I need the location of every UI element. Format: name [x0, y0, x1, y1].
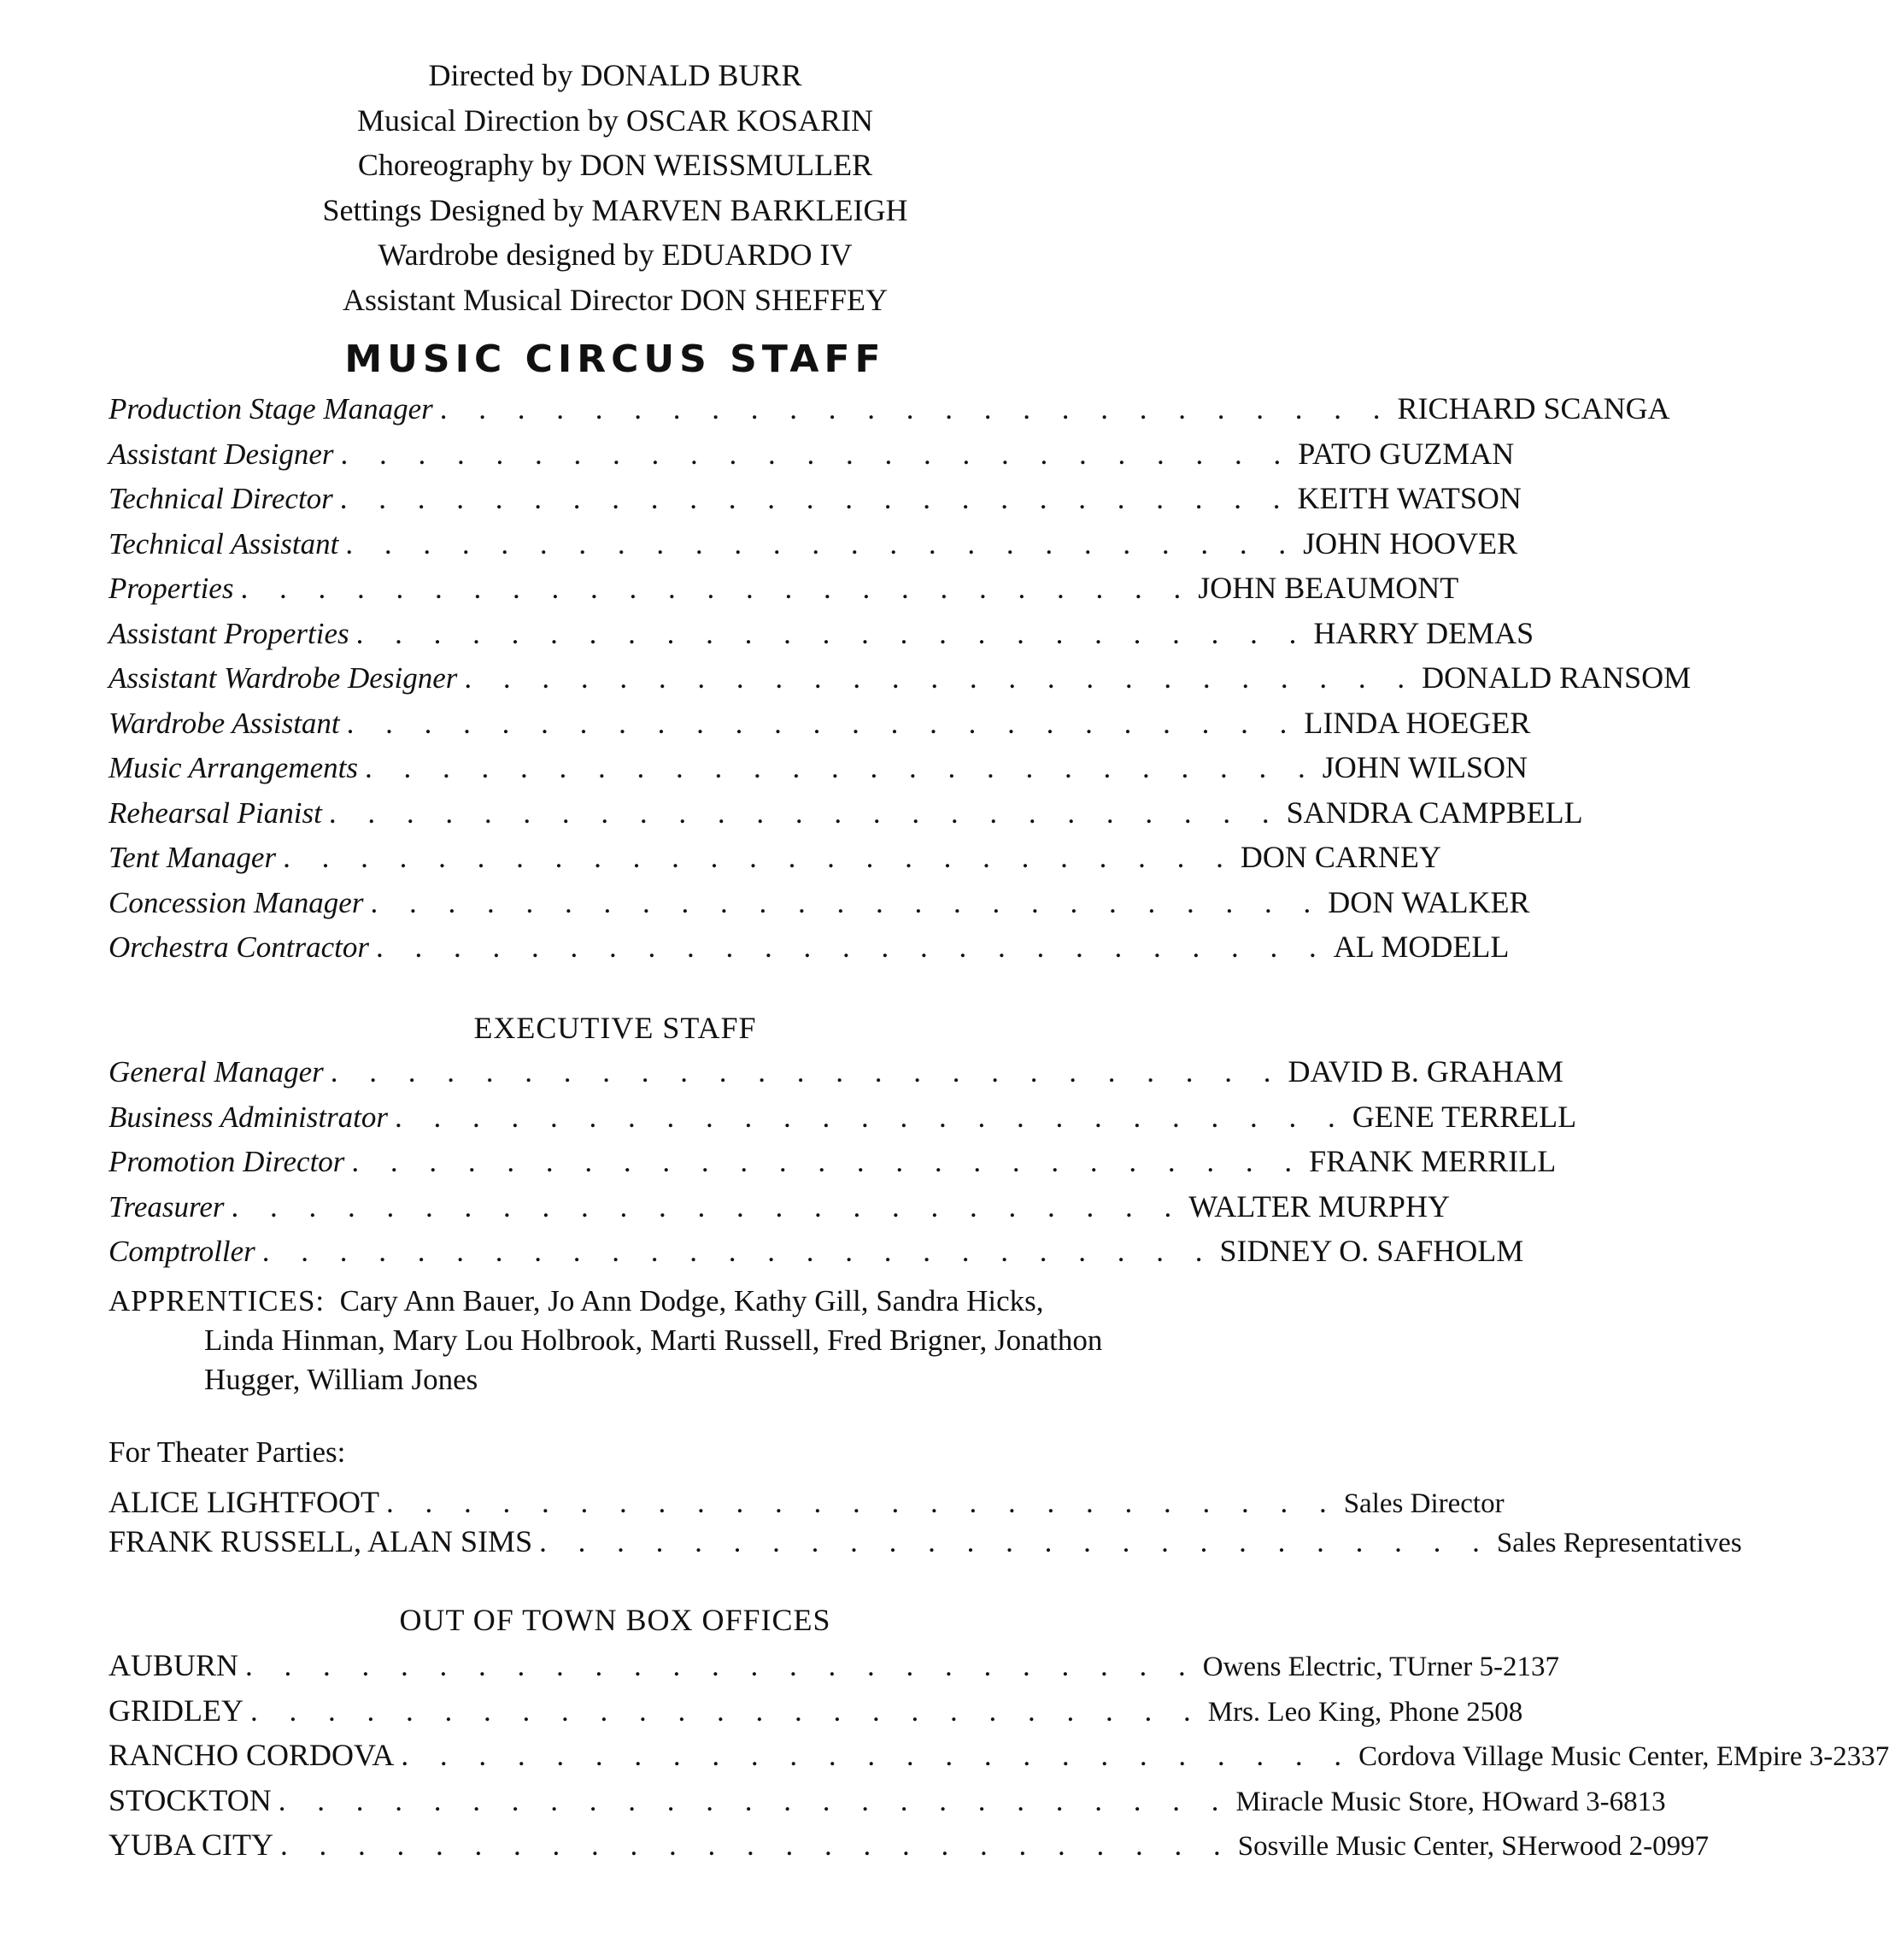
sales-row — [109, 1484, 1505, 1523]
staff-row — [109, 795, 1583, 840]
credit-line: Directed by DONALD BURR — [428, 58, 802, 92]
box-office-city: YUBA CITY — [109, 1828, 274, 1862]
staff-name: DAVID B. GRAHAM — [1288, 1054, 1563, 1089]
dot-leader: . . . . . . . . . . . . . . . . . . . . . . . . . — [439, 392, 1393, 425]
staff-row — [109, 615, 1534, 660]
staff-role: Treasurer — [109, 1189, 225, 1224]
staff-row — [109, 570, 1459, 615]
sales-row — [109, 1523, 1742, 1563]
staff-role: Assistant Wardrobe Designer — [109, 661, 458, 695]
box-office-city: GRIDLEY — [109, 1693, 243, 1728]
staff-row — [109, 1099, 1577, 1144]
dot-leader: . . . . . . . . . . . . . . . . . . . . . . . . . — [355, 616, 1309, 650]
sales-title: Sales Representatives — [1496, 1528, 1742, 1558]
dot-leader: . . . . . . . . . . . . . . . . . . . . . . . . . — [370, 885, 1323, 919]
staff-row — [109, 1233, 1524, 1278]
staff-role: Promotion Director — [109, 1145, 345, 1178]
box-office-info: Owens Electric, TUrner 5-2137 — [1202, 1652, 1560, 1682]
staff-name: FRANK MERRILL — [1309, 1144, 1557, 1178]
dot-leader: . . . . . . . . . . . . . . . . . . . . . . . . . — [340, 437, 1294, 471]
executive-staff-heading: EXECUTIVE STAFF — [473, 1011, 757, 1045]
staff-role: General Manager — [109, 1055, 324, 1089]
staff-role: Rehearsal Pianist — [109, 795, 322, 830]
staff-name: JOHN WILSON — [1322, 750, 1528, 784]
dot-leader: . . . . . . . . . . . . . . . . . . . . . . . . . — [245, 1649, 1198, 1682]
dot-leader: . . . . . . . . . . . . . . . . . . . . . . . . . — [249, 1693, 1203, 1728]
apprentices-names: Linda Hinman, Mary Lou Holbrook, Marti Russell, Fred Brigner, Jonathon — [204, 1323, 1103, 1357]
box-office-city: RANCHO CORDOVA — [109, 1738, 395, 1772]
credit-line: Musical Direction by OSCAR KOSARIN — [357, 103, 873, 138]
dot-leader: . . . . . . . . . . . . . . . . . . . . . . . . . — [375, 930, 1329, 964]
staff-role: Comptroller — [109, 1235, 255, 1268]
dot-leader: . . . . . . . . . . . . . . . . . . . . . . . . . — [339, 482, 1293, 515]
staff-role: Production Stage Manager — [109, 392, 433, 425]
box-office-info: Sosville Music Center, SHerwood 2-0997 — [1237, 1831, 1710, 1862]
staff-name: GENE TERRELL — [1352, 1099, 1577, 1134]
staff-name: AL MODELL — [1333, 930, 1510, 964]
staff-role: Music Arrangements — [109, 751, 358, 784]
staff-role: Assistant Properties — [109, 616, 349, 650]
staff-name: WALTER MURPHY — [1188, 1188, 1450, 1224]
credit-line: Wardrobe designed by EDUARDO IV — [378, 238, 853, 272]
sales-title: Sales Director — [1343, 1488, 1505, 1519]
box-office-info: Mrs. Leo King, Phone 2508 — [1207, 1696, 1523, 1728]
staff-name: DON WALKER — [1328, 884, 1530, 919]
staff-row — [109, 660, 1692, 705]
staff-row — [109, 749, 1528, 795]
box-office-row — [109, 1693, 1523, 1738]
staff-name: RICHARD SCANGA — [1397, 391, 1670, 425]
staff-role: Assistant Designer — [109, 437, 334, 471]
box-office-row — [109, 1827, 1710, 1872]
staff-row — [109, 1053, 1563, 1099]
staff-role: Technical Director — [109, 482, 333, 515]
music-circus-staff-list — [109, 390, 1692, 974]
box-office-city: STOCKTON — [109, 1782, 272, 1817]
apprentices-line — [109, 1282, 1138, 1321]
box-office-row — [109, 1647, 1560, 1693]
dot-leader: . . . . . . . . . . . . . . . . . . . . . . . . . — [464, 661, 1417, 695]
dot-leader: . . . . . . . . . . . . . . . . . . . . . . . . . — [539, 1525, 1492, 1558]
staff-row — [109, 1188, 1450, 1234]
staff-name: HARRY DEMAS — [1313, 615, 1534, 650]
box-offices-list — [109, 1647, 1889, 1872]
production-credits — [0, 53, 1230, 322]
staff-name: SIDNEY O. SAFHOLM — [1219, 1234, 1524, 1268]
credit-line: Choreography by DON WEISSMULLER — [357, 148, 873, 182]
sales-name: FRANK RUSSELL, ALAN SIMS — [109, 1524, 533, 1558]
staff-role: Concession Manager — [109, 885, 364, 919]
sales-name: ALICE LIGHTFOOT — [109, 1485, 379, 1519]
apprentices-block — [109, 1282, 1138, 1400]
executive-staff-list — [109, 1053, 1577, 1278]
dot-leader: . . . . . . . . . . . . . . . . . . . . . . . . . — [240, 572, 1194, 605]
staff-role: Tent Manager — [109, 841, 277, 874]
staff-row — [109, 1143, 1557, 1188]
box-office-city: AUBURN — [109, 1648, 239, 1682]
staff-row — [109, 705, 1531, 750]
dot-leader: . . . . . . . . . . . . . . . . . . . . . . . . . — [345, 526, 1299, 560]
dot-leader: . . . . . . . . . . . . . . . . . . . . . . . . . — [385, 1486, 1339, 1519]
box-office-row — [109, 1782, 1666, 1828]
dot-leader: . . . . . . . . . . . . . . . . . . . . . . . . . — [395, 1100, 1347, 1134]
staff-row — [109, 884, 1530, 930]
music-circus-staff-heading: MUSIC CIRCUS STAFF — [344, 337, 886, 381]
dot-leader: . . . . . . . . . . . . . . . . . . . . . . . . . — [278, 1783, 1231, 1817]
dot-leader: . . . . . . . . . . . . . . . . . . . . . . . . . — [364, 751, 1317, 784]
staff-row — [109, 839, 1441, 884]
box-office-info: Miracle Music Store, HOward 3-6813 — [1235, 1786, 1666, 1817]
staff-role: Business Administrator — [109, 1100, 389, 1134]
staff-name: LINDA HOEGER — [1304, 705, 1531, 740]
staff-row — [109, 525, 1518, 571]
staff-row — [109, 436, 1515, 481]
dot-leader: . . . . . . . . . . . . . . . . . . . . . . . . . — [401, 1739, 1354, 1772]
box-office-info: Cordova Village Music Center, EMpire 3-2337 — [1358, 1741, 1889, 1772]
staff-role: Wardrobe Assistant — [109, 706, 340, 740]
dot-leader: . . . . . . . . . . . . . . . . . . . . . . . . . — [351, 1145, 1305, 1178]
dot-leader: . . . . . . . . . . . . . . . . . . . . . . . . . — [261, 1235, 1215, 1268]
dot-leader: . . . . . . . . . . . . . . . . . . . . . . . . . — [328, 795, 1282, 830]
dot-leader: . . . . . . . . . . . . . . . . . . . . . . . . . — [283, 841, 1235, 874]
theater-parties-list — [109, 1484, 1742, 1563]
staff-row — [109, 480, 1522, 525]
box-office-row — [109, 1737, 1889, 1782]
credit-line: Assistant Musical Director DON SHEFFEY — [343, 282, 888, 317]
credit-line: Settings Designed by MARVEN BARKLEIGH — [322, 192, 908, 227]
staff-name: DONALD RANSOM — [1422, 660, 1692, 695]
staff-name: SANDRA CAMPBELL — [1286, 795, 1583, 830]
box-offices-heading: OUT OF TOWN BOX OFFICES — [399, 1603, 831, 1637]
staff-name: DON CARNEY — [1240, 840, 1441, 874]
staff-role: Technical Assistant — [109, 526, 339, 560]
dot-leader: . . . . . . . . . . . . . . . . . . . . . . . . . — [346, 706, 1299, 740]
staff-name: JOHN HOOVER — [1303, 525, 1518, 560]
apprentices-names: Cary Ann Bauer, Jo Ann Dodge, Kathy Gill, Sandra Hicks, — [339, 1284, 1044, 1317]
dot-leader: . . . . . . . . . . . . . . . . . . . . . . . . . — [231, 1189, 1184, 1224]
staff-role: Properties — [109, 572, 234, 605]
staff-name: KEITH WATSON — [1297, 481, 1522, 515]
dot-leader: . . . . . . . . . . . . . . . . . . . . . . . . . — [330, 1055, 1283, 1089]
staff-row — [109, 390, 1670, 436]
staff-role: Orchestra Contractor — [109, 930, 369, 964]
theater-parties-label: For Theater Parties: — [109, 1435, 346, 1469]
apprentices-names: Hugger, William Jones — [204, 1363, 478, 1396]
staff-name: JOHN BEAUMONT — [1198, 571, 1459, 605]
staff-row — [109, 929, 1510, 974]
staff-name: PATO GUZMAN — [1298, 436, 1515, 471]
dot-leader: . . . . . . . . . . . . . . . . . . . . . . . . . — [280, 1828, 1233, 1862]
apprentices-label: APPRENTICES: — [109, 1284, 326, 1317]
